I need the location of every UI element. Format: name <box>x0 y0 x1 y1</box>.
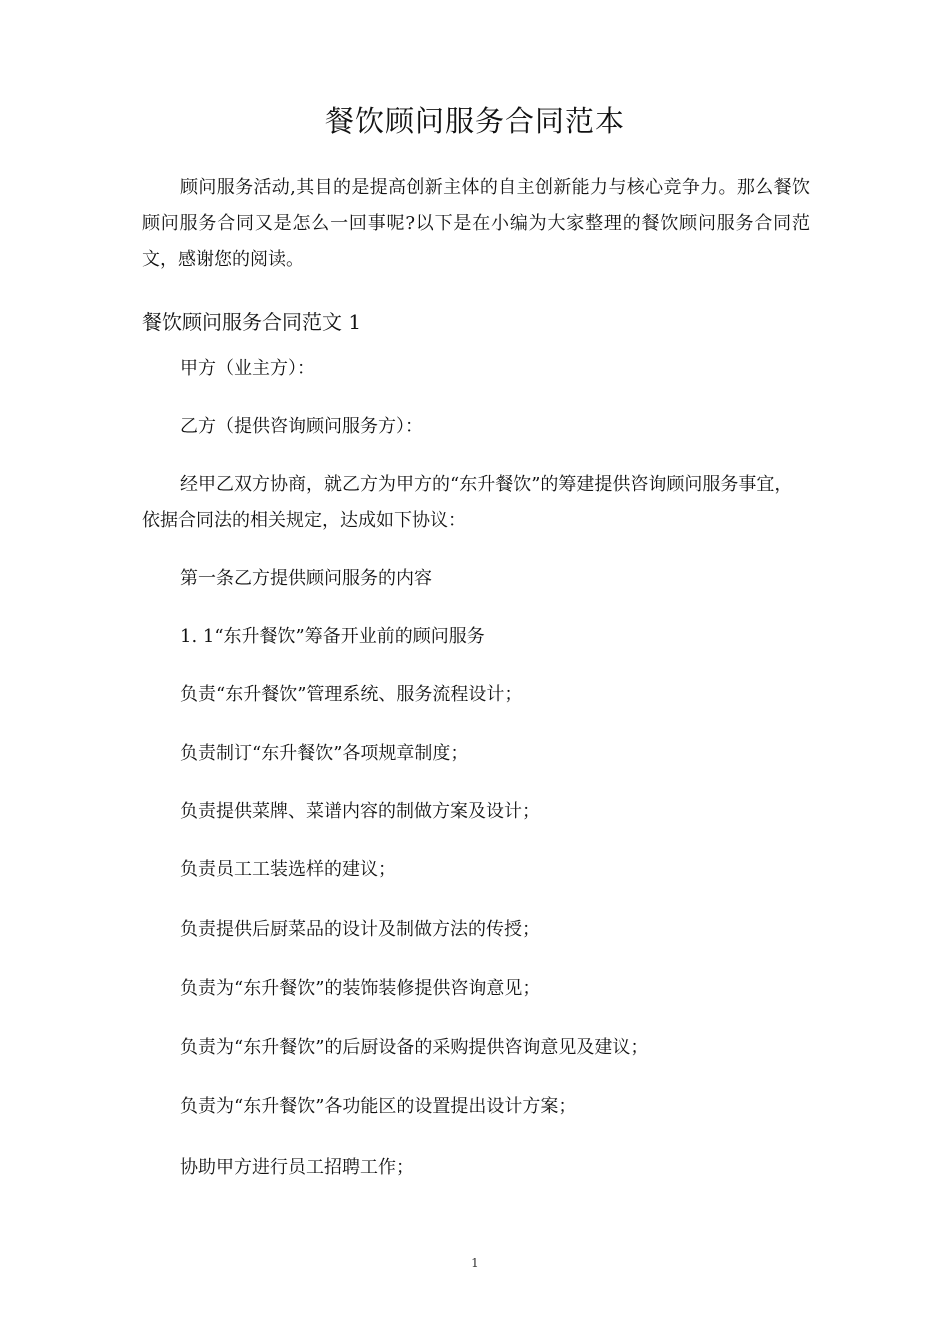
document-title: 餐饮顾问服务合同范本 <box>324 104 625 138</box>
intro-paragraph: 顾问服务活动,其目的是提高创新主体的自主创新能力与核心竞争力。那么餐饮顾问服务合同又是怎么一回事呢?以下是在小编为大家整理的餐饮顾问服务合同范文，感谢您的阅读。 <box>142 177 810 270</box>
list-item: 负责为“东升餐饮”的装饰装修提供咨询意见； <box>180 978 541 999</box>
list-item: 负责为“东升餐饮”各功能区的设置提出设计方案； <box>180 1096 577 1117</box>
section-heading: 餐饮顾问服务合同范文 1 <box>142 310 362 334</box>
list-item: 负责提供菜牌、菜谱内容的制做方案及设计； <box>180 801 540 822</box>
list-item: 负责员工工装选样的建议； <box>180 859 396 880</box>
page-number: 1 <box>471 1256 479 1270</box>
clause-1-1: 1. 1“东升餐饮”筹备开业前的顾问服务 <box>180 626 485 647</box>
agreement-paragraph: 经甲乙双方协商，就乙方为甲方的“东升餐饮”的筹建提供咨询顾问服务事宜，依据合同法的相关规定，达成如下协议： <box>142 474 793 531</box>
list-item: 负责制订“东升餐饮”各项规章制度； <box>180 743 469 764</box>
article-one-heading: 第一条乙方提供顾问服务的内容 <box>180 568 432 589</box>
party-b-line: 乙方（提供咨询顾问服务方）： <box>180 416 423 437</box>
list-item: 负责“东升餐饮”管理系统、服务流程设计； <box>180 684 523 705</box>
list-item: 负责提供后厨菜品的设计及制做方法的传授； <box>180 919 540 940</box>
party-a-line: 甲方（业主方）： <box>180 358 315 379</box>
list-item: 协助甲方进行员工招聘工作； <box>180 1157 414 1178</box>
list-item: 负责为“东升餐饮”的后厨设备的采购提供咨询意见及建议； <box>180 1037 649 1058</box>
